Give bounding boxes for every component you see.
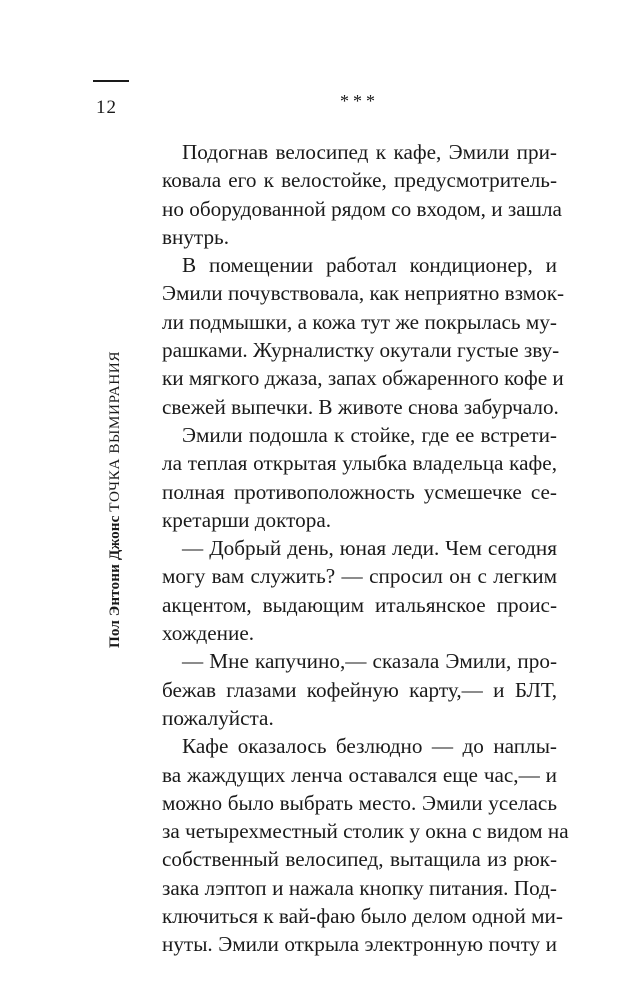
text-line: — Мне капучино,— сказала Эмили, про- xyxy=(182,649,557,674)
text-line: кретарши доктора. xyxy=(162,507,332,532)
text-line: нуты. Эмили открыла электронную почту и xyxy=(162,932,557,957)
text-line: собственный велосипед, вытащила из рюк- xyxy=(162,847,557,872)
text-line: могу вам служить? — спросил он с легким xyxy=(162,564,557,589)
text-line: Подогнав велосипед к кафе, Эмили при- xyxy=(182,140,557,164)
text-line: пожалуйста. xyxy=(162,705,274,730)
running-head-author: Пол Энтони Джонс xyxy=(106,515,123,648)
text-line: полная противоположность усмешечке се- xyxy=(162,479,557,504)
running-head-title: ТОЧКА ВЫМИРАНИЯ xyxy=(106,350,123,512)
running-head xyxy=(102,128,128,648)
text-line: Эмили подошла к стойке, где ее встрети- xyxy=(182,422,557,447)
text-line: ки мягкого джаза, запах обжаренного кофе и xyxy=(162,366,564,391)
text-line: бежав глазами кофейную карту,— и БЛТ, xyxy=(162,677,557,702)
paragraph xyxy=(162,421,557,534)
text-line: В помещении работал кондиционер, и xyxy=(182,253,557,278)
text-line: акцентом, выдающим итальянское проис- xyxy=(162,592,557,617)
text-line: но оборудованной рядом со входом, и зашла xyxy=(162,196,562,221)
section-break: *** xyxy=(340,91,379,111)
text-line: ла теплая открытая улыбка владельца кафе, xyxy=(162,451,557,476)
text-line: — Добрый день, юная леди. Чем сегодня xyxy=(182,536,557,561)
paragraph xyxy=(162,138,562,251)
body-text xyxy=(162,88,569,959)
page-number: 12 xyxy=(96,97,117,118)
paragraph xyxy=(162,251,565,421)
text-line: ли подмышки, а кожа тут же покрылась му- xyxy=(162,309,557,334)
paragraph xyxy=(162,732,569,958)
text-line: рашками. Журналистку окутали густые зву- xyxy=(162,338,560,363)
text-line: за четырехместный столик у окна с видом на xyxy=(162,819,569,844)
text-line: ковала его к велостойке, предусмотритель- xyxy=(162,168,557,193)
paragraph xyxy=(162,534,557,647)
text-line: свежей выпечки. В животе снова забурчало. xyxy=(162,394,559,419)
text-line: Кафе оказалось безлюдно — до наплы- xyxy=(182,734,557,759)
text-line: Эмили почувствовала, как неприятно взмок- xyxy=(162,281,565,306)
margin-rule xyxy=(93,80,129,82)
text-line: зака лэптоп и нажала кнопку питания. Под- xyxy=(162,875,557,900)
text-line: можно было выбрать место. Эмили уселась xyxy=(162,790,557,815)
paragraph xyxy=(162,647,557,732)
running-head-text xyxy=(102,128,128,648)
text-line: внутрь. xyxy=(162,224,230,249)
text-line: хождение. xyxy=(162,621,255,646)
text-line: ва жаждущих ленча оставался еще час,— и xyxy=(162,762,557,787)
text-line: ключиться к вай-фаю было делом одной ми- xyxy=(162,904,563,929)
